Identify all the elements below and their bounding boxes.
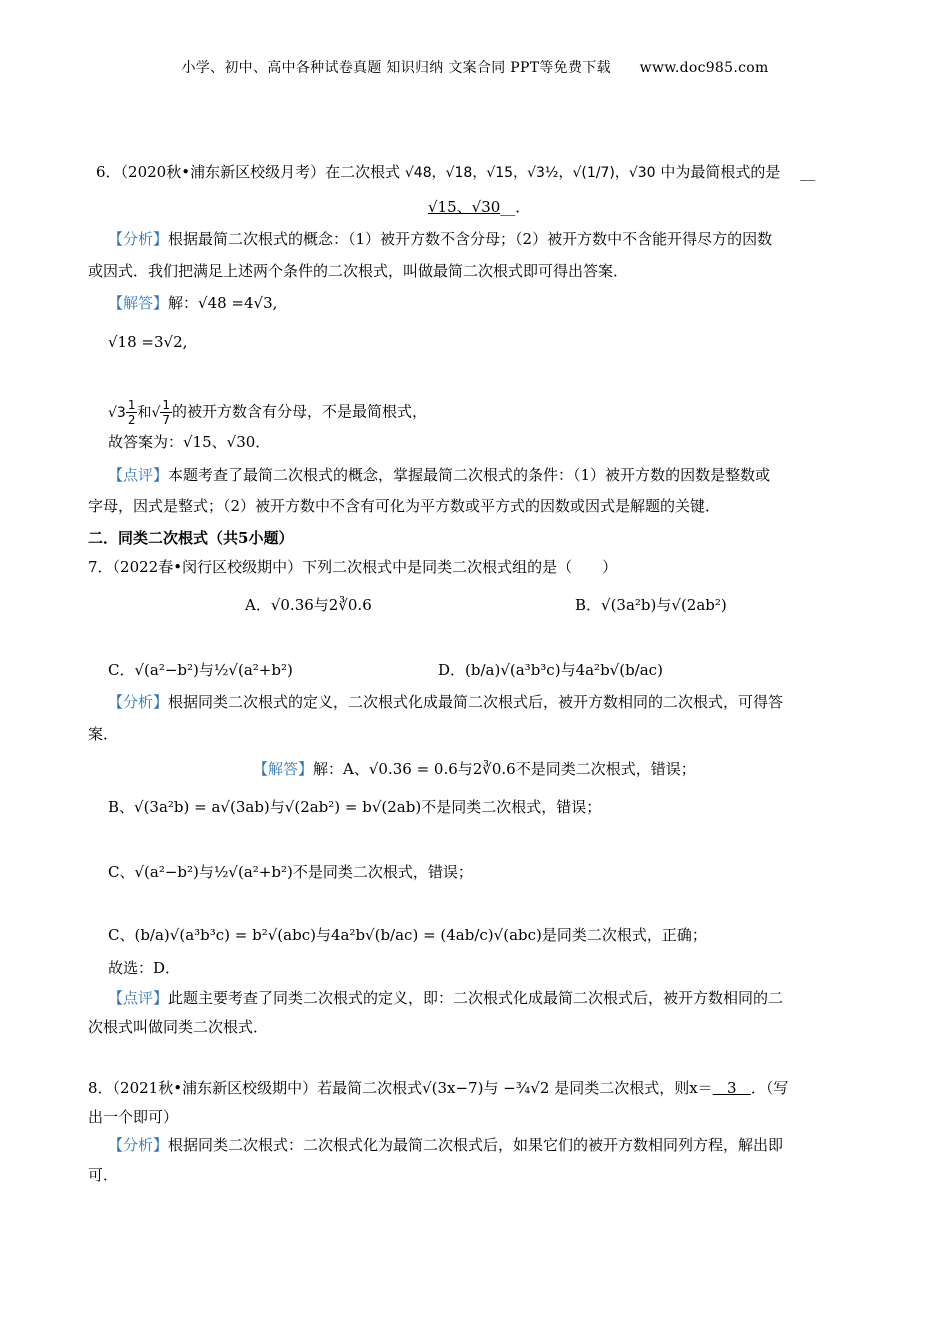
q7-option-d: D．(b/a)√(a³b³c)与4a²b√(b/ac) — [438, 661, 663, 679]
q6-review-text-1: 本题考查了最简二次根式的概念，掌握最简二次根式的条件：（1）被开方数的因数是整数或 — [168, 466, 771, 484]
q8-answer — [713, 1079, 751, 1097]
q8-answer-value: 3 — [726, 1079, 737, 1097]
q6-sol-text-1: 解：√48 =4√3, — [168, 294, 278, 312]
q8-stem-2: 出一个即可） — [88, 1108, 179, 1126]
q7-review-1 — [108, 988, 783, 1008]
analysis-tag: 【分析】 — [108, 230, 169, 248]
q8-analysis-1 — [108, 1135, 783, 1155]
q6-stem — [96, 162, 815, 183]
q8-analysis-2: 可． — [88, 1166, 119, 1184]
q8-stem-1 — [88, 1078, 788, 1098]
q7-solution-b: B、√(3a²b) = a√(3ab)与√(2ab²) = b√(2ab)不是同类二次根式，错误； — [108, 798, 602, 816]
q6-solution-3 — [108, 398, 427, 427]
q6-suffix: 中为最简根式的是 — [660, 163, 781, 181]
q7-solution-c: C、√(a²−b²)与½√(a²+b²)不是同类二次根式，错误； — [108, 863, 473, 881]
q6-solution-2: √18 =3√2, — [108, 333, 188, 351]
q6-analysis-1 — [108, 229, 772, 249]
page-header — [0, 57, 950, 77]
q7-analysis-1 — [108, 692, 783, 712]
analysis-tag: 【分析】 — [108, 1136, 169, 1154]
q6-sol-text-3: 的被开方数含有分母，不是最简根式， — [172, 402, 428, 421]
q7-choice: 故选：D． — [108, 959, 181, 977]
q8-stem-text-1: 8．（2021秋•浦东新区校级期中）若最简二次根式√(3x−7)与 −¾√2 是同类二次根式，则x＝ — [88, 1079, 713, 1097]
q7-solution-d: C、(b/a)√(a³b³c) = b²√(abc)与4a²b√(b/ac) = (4ab/c)√(abc)是同类二次根式，正确； — [108, 926, 707, 944]
q6-analysis-2: 或因式．我们把满足上述两个条件的二次根式，叫做最简二次根式即可得出答案． — [88, 262, 629, 280]
review-tag: 【点评】 — [108, 989, 169, 1007]
q7-option-c: C．√(a²−b²)与½√(a²+b²) — [108, 661, 293, 679]
header-url[interactable]: www.doc985.com — [639, 60, 769, 76]
solution-tag: 【解答】 — [253, 760, 314, 778]
q7-review-2: 次根式叫做同类二次根式． — [88, 1018, 269, 1036]
q6-solution-4: 故答案为：√15、√30． — [108, 433, 271, 451]
review-tag: 【点评】 — [108, 466, 169, 484]
q6-prefix: 6．（2020秋•浦东新区校级月考）在二次根式 — [96, 163, 401, 181]
q7-stem: 7．（2022春•闵行区校级期中）下列二次根式中是同类二次根式组的是（ ） — [88, 558, 618, 576]
q7-solution-a — [253, 759, 696, 779]
q6-sol3-radicals: √3 $\frac{1}{2}$ 和√ $\frac{1}{7}$ — [108, 398, 171, 427]
q7-review-text-1: 此题主要考查了同类二次根式的定义，即：二次根式化成最简二次根式后，被开方数相同的二 — [168, 989, 784, 1007]
header-text: 小学、初中、高中各种试卷真题 知识归纳 文案合同 PPT等免费下载 — [181, 60, 611, 76]
q7-analysis-2: 案． — [88, 725, 119, 743]
q7-sol-text-a: 解：A、√0.36 = 0.6与2∛0.6不是同类二次根式，错误； — [313, 760, 696, 778]
section-2-title: 二．同类二次根式（共5小题） — [88, 529, 294, 547]
q6-solution-1 — [108, 293, 277, 313]
q8-analysis-text-1: 根据同类二次根式：二次根式化为最简二次根式后，如果它们的被开方数相同列方程，解出即 — [168, 1136, 784, 1154]
q8-stem-tail: ．（写 — [750, 1079, 789, 1097]
q6-answer-text: √15、√30 — [428, 198, 501, 216]
analysis-tag: 【分析】 — [108, 693, 169, 711]
q6-review-2: 字母，因式是整式；（2）被开方数中不含有可化为平方数或平方式的因数或因式是解题的关键． — [88, 497, 721, 515]
q7-analysis-text-1: 根据同类二次根式的定义，二次根式化成最简二次根式后，被开方数相同的二次根式，可得答 — [168, 693, 784, 711]
solution-tag: 【解答】 — [108, 294, 169, 312]
q6-radicals: √48，√18，√15，√3½，√(1/7)，√30 — [404, 165, 656, 181]
q6-blank-lead: __ — [785, 163, 816, 181]
q6-answer: √15、√30__． — [428, 198, 531, 216]
q6-analysis-text-1: 根据最简二次根式的概念：（1）被开方数不含分母；（2）被开方数中不含能开得尽方的因数 — [168, 230, 773, 248]
q7-option-b: B．√(3a²b)与√(2ab²) — [575, 596, 727, 614]
q7-option-a: A．√0.36与2∛0.6 — [245, 596, 372, 614]
q6-review-1 — [108, 465, 770, 485]
